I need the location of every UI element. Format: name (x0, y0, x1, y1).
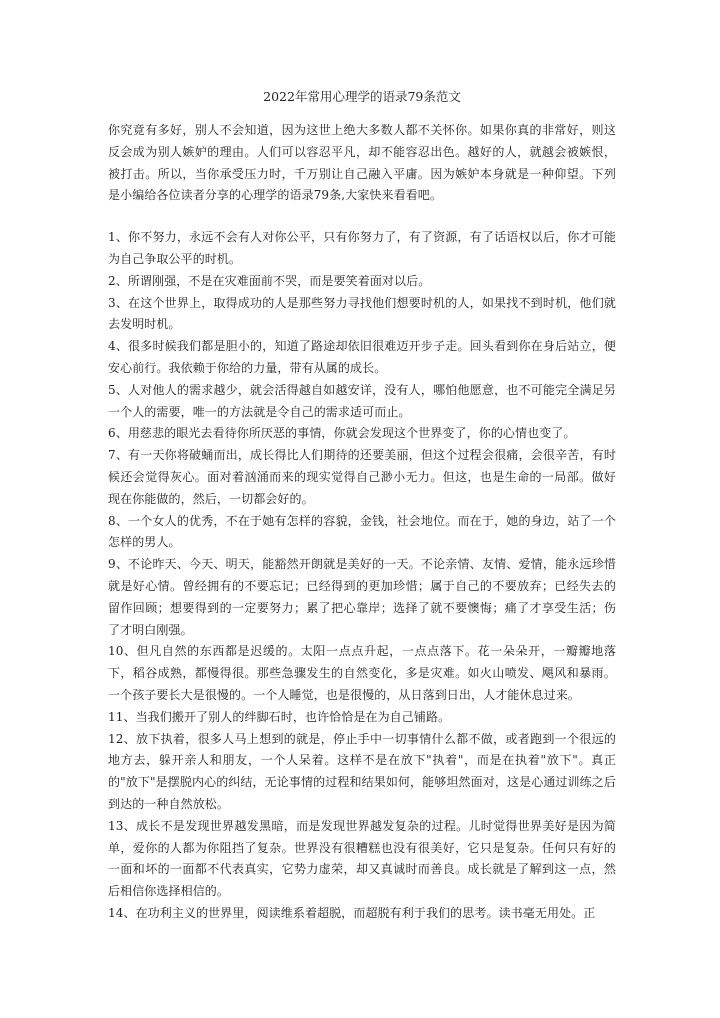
list-item: 2、所谓刚强，不是在灾难面前不哭，而是要笑着面对以后。 (108, 273, 431, 288)
list-item: 13、成长不是发现世界越发黑暗，而是发现世界越发复杂的过程。儿时觉得世界美好是因为简单，爱你的人都为你阻挡了复杂。世界没有很糟糕也没有很美好，它只是复杂。任何只有好的一面和坏的一面都不代表真实，它势力虚荣，却又真诚时而善良。成长就是了解到这一点，然后相信你选择相信的。 (108, 818, 616, 899)
list-item: 5、人对他人的需求越少，就会活得越自如越安详，没有人，哪怕他愿意，也不可能完全满足另一个人的需要，唯一的方法就是令自己的需求适可而止。 (108, 382, 616, 419)
list-item: 10、但凡自然的东西都是迟缓的。太阳一点点升起，一点点落下。花一朵朵开，一瓣瓣地落下，稻谷成熟，都慢得很。那些急骤发生的自然变化，多是灾难。如火山喷发、飓风和暴雨。一个孩子要长大是很慢的。一个人睡觉，也是很慢的，从日落到日出，人才能休息过来。 (108, 644, 616, 702)
list-item: 12、放下执着，很多人马上想到的就是，停止手中一切事情什么都不做，或者跑到一个很远的地方去，躲开亲人和朋友，一个人呆着。这样不是在放下"执着"，而是在执着"放下"。真正的"放下"是摆脱内心的纠结，无论事情的过程和结果如何，能够坦然面对，这是心通过训练之后到达的一种自然放松。 (108, 731, 616, 811)
document-page (108, 88, 616, 925)
list-item: 1、你不努力，永远不会有人对你公平，只有你努力了，有了资源，有了话语权以后，你才可能为自己争取公平的时机。 (108, 230, 616, 266)
document-title: 2022年常用心理学的语录79条范文 (263, 89, 461, 104)
list-item: 11、当我们搬开了别人的绊脚石时，也许恰恰是在为自己铺路。 (108, 709, 451, 724)
list-item: 4、很多时候我们都是胆小的，知道了路途却依旧很难迈开步子走。回头看到你在身后站立，便安心前行。我依赖于你给的力量，带有从属的成长。 (108, 339, 616, 375)
list-item: 3、在这个世界上，取得成功的人是那些努力寻找他们想要时机的人，如果找不到时机，他们就去发明时机。 (108, 295, 616, 332)
list-item: 8、一个女人的优秀，不在于她有怎样的容貌，金钱，社会地位。而在于，她的身边，站了一个怎样的男人。 (108, 513, 616, 550)
list-item: 7、有一天你将破蛹而出，成长得比人们期待的还要美丽，但这个过程会很痛，会很辛苦，有时候还会觉得灰心。面对着汹涌而来的现实觉得自己渺小无力。但这，也是生命的一局部。做好现在你能做的，然后，一切都会好的。 (108, 448, 616, 506)
list-item: 14、在功利主义的世界里，阅读维系着超脱，而超脱有利于我们的思考。读书毫无用处。正 (108, 905, 596, 920)
list-item: 6、用慈悲的眼光去看待你所厌恶的事情，你就会发现这个世界变了，你的心情也变了。 (108, 426, 576, 441)
intro-paragraph: 你究竟有多好，别人不会知道，因为这世上绝大多数人都不关怀你。如果你真的非常好，则这反会成为别人嫉妒的理由。人们可以容忍平凡，却不能容忍出色。越好的人，就越会被嫉恨，被打击。所以，当你承受压力时，千万别让自己融入平庸。因为嫉妒本身就是一种仰望。下列是小编给各位读者分享的心理学的语录79条,大家快来看看吧。 (108, 123, 616, 203)
list-item: 9、不论昨天、今天、明天，能豁然开朗就是美好的一天。不论亲情、友情、爱情，能永远珍惜就是好心情。曾经拥有的不要忘记；已经得到的更加珍惜；属于自己的不要放弃；已经失去的留作回顾；想要得到的一定要努力；累了把心靠岸；选择了就不要懊悔；痛了才享受生活；伤了才明白刚强。 (108, 557, 616, 637)
